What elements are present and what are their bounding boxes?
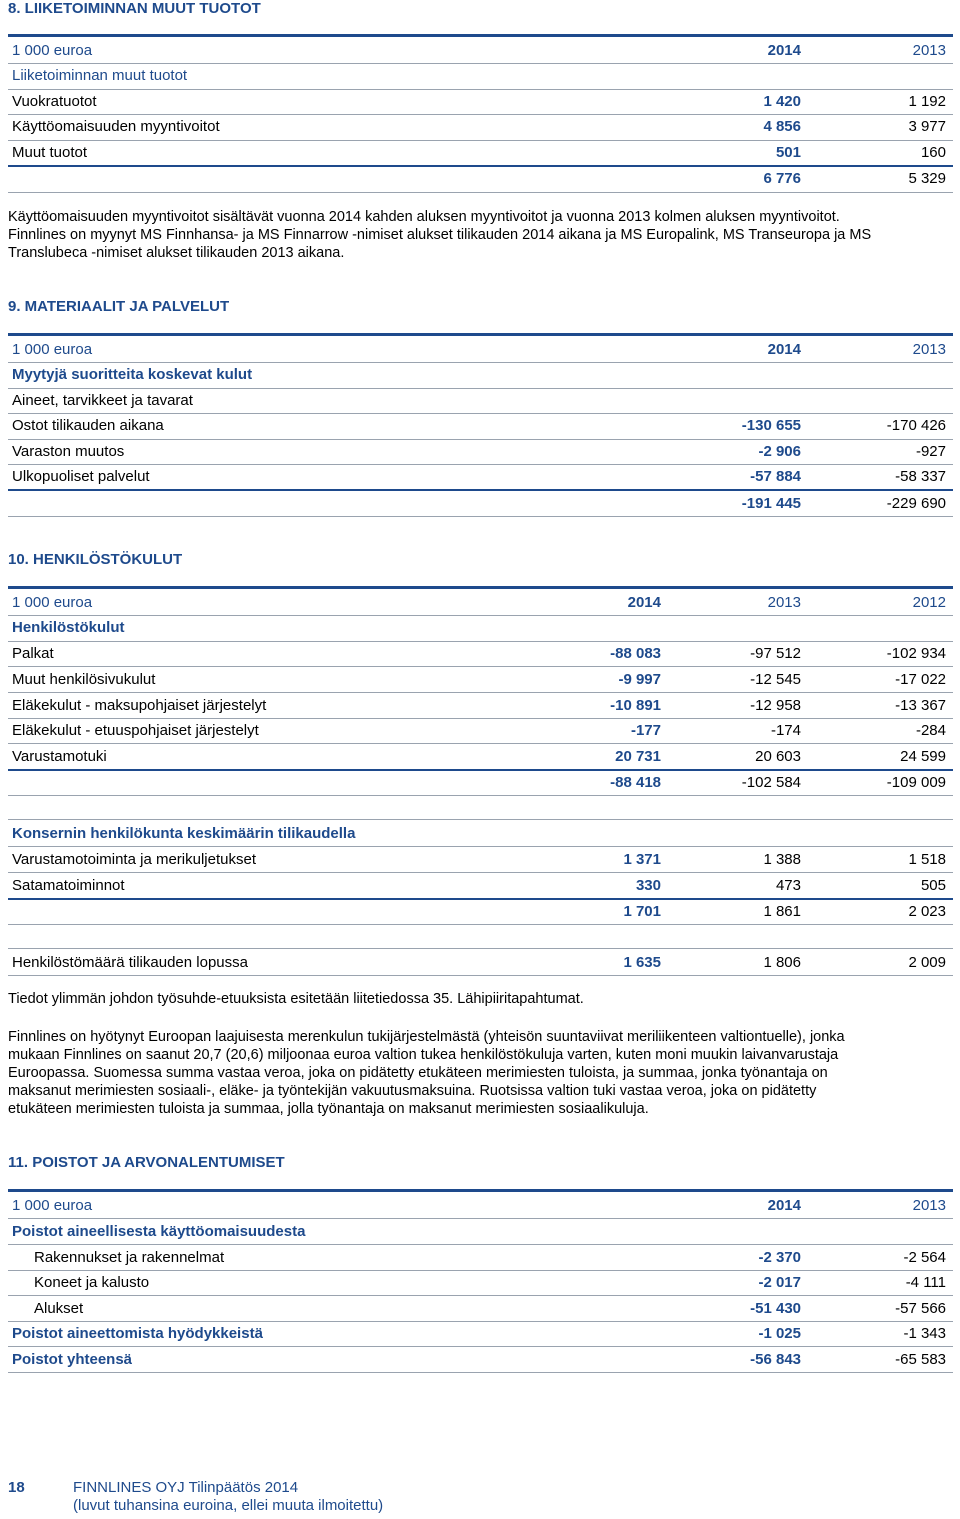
section-8-table [8, 34, 953, 194]
section-11-title: 11. POISTOT JA ARVONALENTUMISET [8, 1154, 285, 1171]
table-row: Satamatoiminnot 330 473 505 [12, 877, 946, 894]
table-row: Eläkekulut - maksupohjaiset järjestelyt -10 891 -12 958 -13 367 [12, 697, 946, 714]
table-row: Käyttöomaisuuden myyntivoitot 4 856 3 977 [12, 118, 946, 135]
section-9-title: 9. MATERIAALIT JA PALVELUT [8, 298, 230, 315]
section-10-table: 1 000 euroa 2014 2013 2012 Henkilöstökulut Palkat -88 083 -97 512 -102 934 Muut henkilösivukulut -9 997 -12 545 -17 022 Eläkekulut - maksupohjaiset järjestelyt -10 891 -12 958 -13 367 Eläkekulut - etuuspohjaiset järjestelyt -177 -174 -284 Varustamotuki 20 731 20 603 24 599 -88 418 -102 584 -109 009 Konsernin henkilökunta keskimäärin tilikaudella Varustamotoiminta ja merikuljetukset 1 371 1 388 1 518 Satamatoiminnot 330 473 505 1 701 1 861 2 023 Henkilöstömäärä tilikauden lopussa 1 635 1 806 2 009 [8, 586, 953, 976]
section-10-title: 10. HENKILÖSTÖKULUT [8, 551, 183, 568]
table-row: Rakennukset ja rakennelmat -2 370 -2 564 [34, 1249, 946, 1266]
subtitle: Liiketoiminnan muut tuotot [12, 67, 188, 84]
table-total-row: 6 776 5 329 [763, 170, 946, 187]
section-8-note: Käyttöomaisuuden myyntivoitot sisältävät vuonna 2014 kahden aluksen myyntivoitot ja vuonna 2013 kolmen aluksen myyntivoitot. Finnlines on myynyt MS Finnhansa- ja MS Finnarrow -nimiset alukset tilikauden 2014 aikana ja MS Europalink, MS Transeuropa ja MS Translubeca -nimiset alukset tilikauden 2013 aikana. [8, 209, 872, 261]
unit-label: 1 000 euroa [12, 42, 93, 59]
table-subtitle-row [8, 66, 953, 86]
year-2013-header: 2013 [912, 42, 946, 59]
table-row: Henkilöstömäärä tilikauden lopussa 1 635 1 806 2 009 [12, 954, 946, 971]
table-row: Muut henkilösivukulut -9 997 -12 545 -17 022 [12, 671, 946, 688]
table-row: Vuokratuotot 1 420 1 192 [12, 93, 946, 110]
section-11-table: 1 000 euroa 2014 2013 Poistot aineellisesta käyttöomaisuudesta Rakennukset ja rakennelmat -2 370 -2 564 Koneet ja kalusto -2 017 -4 111 Alukset -51 430 -57 566 Poistot aineettomista hyödykkeistä -1 025 -1 343 Poistot yhteensä -56 843 -65 583 [8, 1189, 953, 1374]
table-row: Varustamotuki 20 731 20 603 24 599 [12, 748, 946, 765]
table-total-row: 1 701 1 861 2 023 [623, 903, 946, 920]
section-10-note-1: Tiedot ylimmän johdon työsuhde-etuuksista esitetään liitetiedossa 35. Lähipiiritapahtumat. [8, 991, 584, 1007]
footer-text: FINNLINES OYJ Tilinpäätös 2014 (luvut tuhansina euroina, ellei muuta ilmoitettu) [73, 1479, 384, 1514]
table-row: Eläkekulut - etuuspohjaiset järjestelyt -177 -174 -284 [12, 722, 946, 739]
page-number: 18 [8, 1479, 25, 1496]
table-row: Ostot tilikauden aikana -130 655 -170 426 [12, 417, 946, 434]
table-top-rule [8, 34, 953, 37]
section-9-table: 1 000 euroa 2014 2013 Myytyjä suoritteita koskevat kulut Aineet, tarvikkeet ja tavarat Ostot tilikauden aikana -130 655 -170 426 Varaston muutos -2 906 -927 Ulkopuoliset palvelut -57 884 -58 337 -191 445 -229 690 [8, 333, 953, 518]
table-row: Koneet ja kalusto -2 017 -4 111 [34, 1274, 946, 1291]
table-total-row: -191 445 -229 690 [741, 495, 946, 512]
section-8-title: 8. LIIKETOIMINNAN MUUT TUOTOT [8, 0, 261, 17]
table-total-row: -88 418 -102 584 -109 009 [610, 774, 946, 791]
year-2014-header: 2014 [767, 42, 801, 59]
table-row: Ulkopuoliset palvelut -57 884 -58 337 [12, 468, 946, 485]
table-row: Poistot aineettomista hyödykkeistä -1 025 -1 343 [12, 1325, 946, 1342]
table-total-row: Poistot yhteensä -56 843 -65 583 [12, 1351, 946, 1368]
table-row: Muut tuotot 501 160 [12, 144, 946, 161]
table-row: Palkat -88 083 -97 512 -102 934 [12, 645, 946, 662]
table-row: Varustamotoiminta ja merikuljetukset 1 371 1 388 1 518 [12, 851, 946, 868]
table-row: Alukset -51 430 -57 566 [34, 1300, 946, 1317]
table-header-row [8, 41, 953, 61]
table-row: Varaston muutos -2 906 -927 [12, 443, 946, 460]
section-10-note-2: Finnlines on hyötynyt Euroopan laajuisesta merenkulun tukijärjestelmästä (yhteisön suuntaviivat meriliikenteen valtiontuelle), jonka mukaan Finnlines on saanut 20,7 (20,6) miljoonaa euroa valtion tukea henkilöstökuluja varten, kuten moni muukin laivanvarustaja Euroopassa. Suomessa summa vastaa veroa, joka on pidätetty etukäteen merimiesten tuloista, ja summaa, jonka työnantaja on maksanut merimiesten sosiaali-, eläke- ja työntekijän vakuutusmaksuina. Ruotsissa valtion tuki vastaa veroa, joka on pidätetty etukäteen merimiesten tuloista ja summaa, jolla työnantaja on maksanut merimiesten sosiaalikuluja. [8, 1029, 845, 1117]
